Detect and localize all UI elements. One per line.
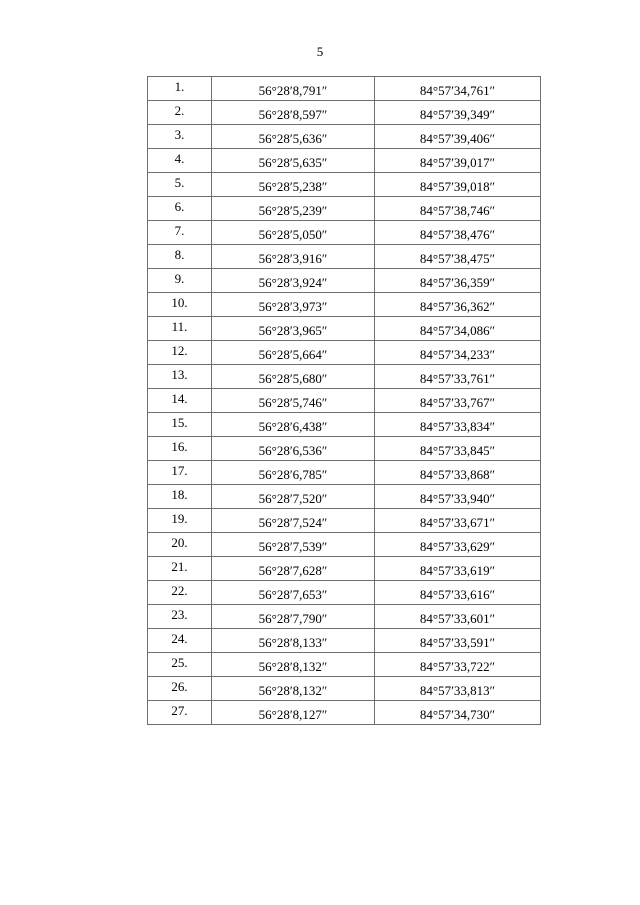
longitude-cell: 84°57′33,601″	[375, 605, 541, 629]
point-number-cell: 8.	[148, 245, 212, 269]
table-row	[148, 245, 541, 269]
table-row	[148, 509, 541, 533]
table-row	[148, 269, 541, 293]
latitude-cell: 56°28′7,790″	[212, 605, 375, 629]
latitude-cell: 56°28′7,628″	[212, 557, 375, 581]
table-row	[148, 461, 541, 485]
point-number-cell: 23.	[148, 605, 212, 629]
longitude-cell: 84°57′36,362″	[375, 293, 541, 317]
table-row	[148, 485, 541, 509]
table-row	[148, 149, 541, 173]
longitude-cell: 84°57′38,746″	[375, 197, 541, 221]
longitude-cell: 84°57′33,813″	[375, 677, 541, 701]
latitude-cell: 56°28′5,636″	[212, 125, 375, 149]
latitude-cell: 56°28′8,132″	[212, 653, 375, 677]
table-row	[148, 317, 541, 341]
point-number-cell: 20.	[148, 533, 212, 557]
point-number-cell: 12.	[148, 341, 212, 365]
point-number-cell: 11.	[148, 317, 212, 341]
latitude-cell: 56°28′5,050″	[212, 221, 375, 245]
latitude-cell: 56°28′7,653″	[212, 581, 375, 605]
point-number-cell: 18.	[148, 485, 212, 509]
longitude-cell: 84°57′33,767″	[375, 389, 541, 413]
latitude-cell: 56°28′6,536″	[212, 437, 375, 461]
longitude-cell: 84°57′33,619″	[375, 557, 541, 581]
table-row	[148, 125, 541, 149]
latitude-cell: 56°28′5,664″	[212, 341, 375, 365]
latitude-cell: 56°28′6,438″	[212, 413, 375, 437]
table-row	[148, 173, 541, 197]
latitude-cell: 56°28′3,924″	[212, 269, 375, 293]
latitude-cell: 56°28′8,133″	[212, 629, 375, 653]
latitude-cell: 56°28′3,973″	[212, 293, 375, 317]
point-number-cell: 3.	[148, 125, 212, 149]
latitude-cell: 56°28′5,238″	[212, 173, 375, 197]
latitude-cell: 56°28′3,965″	[212, 317, 375, 341]
latitude-cell: 56°28′5,239″	[212, 197, 375, 221]
point-number-cell: 9.	[148, 269, 212, 293]
table-row	[148, 101, 541, 125]
longitude-cell: 84°57′36,359″	[375, 269, 541, 293]
longitude-cell: 84°57′33,940″	[375, 485, 541, 509]
latitude-cell: 56°28′8,132″	[212, 677, 375, 701]
point-number-cell: 15.	[148, 413, 212, 437]
latitude-cell: 56°28′7,520″	[212, 485, 375, 509]
longitude-cell: 84°57′39,406″	[375, 125, 541, 149]
table-row	[148, 581, 541, 605]
table-row	[148, 677, 541, 701]
latitude-cell: 56°28′7,539″	[212, 533, 375, 557]
point-number-cell: 26.	[148, 677, 212, 701]
latitude-cell: 56°28′8,791″	[212, 77, 375, 101]
point-number-cell: 25.	[148, 653, 212, 677]
table-row	[148, 293, 541, 317]
table-row	[148, 221, 541, 245]
point-number-cell: 14.	[148, 389, 212, 413]
latitude-cell: 56°28′5,680″	[212, 365, 375, 389]
table-row	[148, 341, 541, 365]
longitude-cell: 84°57′39,017″	[375, 149, 541, 173]
longitude-cell: 84°57′39,018″	[375, 173, 541, 197]
longitude-cell: 84°57′38,476″	[375, 221, 541, 245]
table-row	[148, 629, 541, 653]
table-row	[148, 365, 541, 389]
longitude-cell: 84°57′33,868″	[375, 461, 541, 485]
latitude-cell: 56°28′8,597″	[212, 101, 375, 125]
point-number-cell: 24.	[148, 629, 212, 653]
latitude-cell: 56°28′3,916″	[212, 245, 375, 269]
longitude-cell: 84°57′33,722″	[375, 653, 541, 677]
latitude-cell: 56°28′6,785″	[212, 461, 375, 485]
longitude-cell: 84°57′33,845″	[375, 437, 541, 461]
point-number-cell: 27.	[148, 701, 212, 725]
table-row	[148, 413, 541, 437]
point-number-cell: 10.	[148, 293, 212, 317]
latitude-cell: 56°28′5,746″	[212, 389, 375, 413]
coordinates-table	[147, 76, 541, 725]
point-number-cell: 4.	[148, 149, 212, 173]
table-row	[148, 437, 541, 461]
page-number: 5	[316, 44, 324, 59]
longitude-cell: 84°57′33,591″	[375, 629, 541, 653]
longitude-cell: 84°57′34,761″	[375, 77, 541, 101]
table-row	[148, 533, 541, 557]
point-number-cell: 5.	[148, 173, 212, 197]
table-row	[148, 605, 541, 629]
longitude-cell: 84°57′38,475″	[375, 245, 541, 269]
point-number-cell: 21.	[148, 557, 212, 581]
latitude-cell: 56°28′7,524″	[212, 509, 375, 533]
point-number-cell: 19.	[148, 509, 212, 533]
point-number-cell: 13.	[148, 365, 212, 389]
longitude-cell: 84°57′39,349″	[375, 101, 541, 125]
longitude-cell: 84°57′34,730″	[375, 701, 541, 725]
longitude-cell: 84°57′34,086″	[375, 317, 541, 341]
longitude-cell: 84°57′33,629″	[375, 533, 541, 557]
point-number-cell: 7.	[148, 221, 212, 245]
table-row	[148, 557, 541, 581]
table-row	[148, 701, 541, 725]
latitude-cell: 56°28′8,127″	[212, 701, 375, 725]
table-row	[148, 77, 541, 101]
longitude-cell: 84°57′33,761″	[375, 365, 541, 389]
table-row	[148, 389, 541, 413]
latitude-cell: 56°28′5,635″	[212, 149, 375, 173]
longitude-cell: 84°57′33,834″	[375, 413, 541, 437]
point-number-cell: 22.	[148, 581, 212, 605]
longitude-cell: 84°57′33,616″	[375, 581, 541, 605]
coordinates-table-body	[148, 77, 541, 725]
point-number-cell: 6.	[148, 197, 212, 221]
point-number-cell: 16.	[148, 437, 212, 461]
point-number-cell: 17.	[148, 461, 212, 485]
longitude-cell: 84°57′34,233″	[375, 341, 541, 365]
table-row	[148, 653, 541, 677]
point-number-cell: 1.	[148, 77, 212, 101]
point-number-cell: 2.	[148, 101, 212, 125]
longitude-cell: 84°57′33,671″	[375, 509, 541, 533]
table-row	[148, 197, 541, 221]
